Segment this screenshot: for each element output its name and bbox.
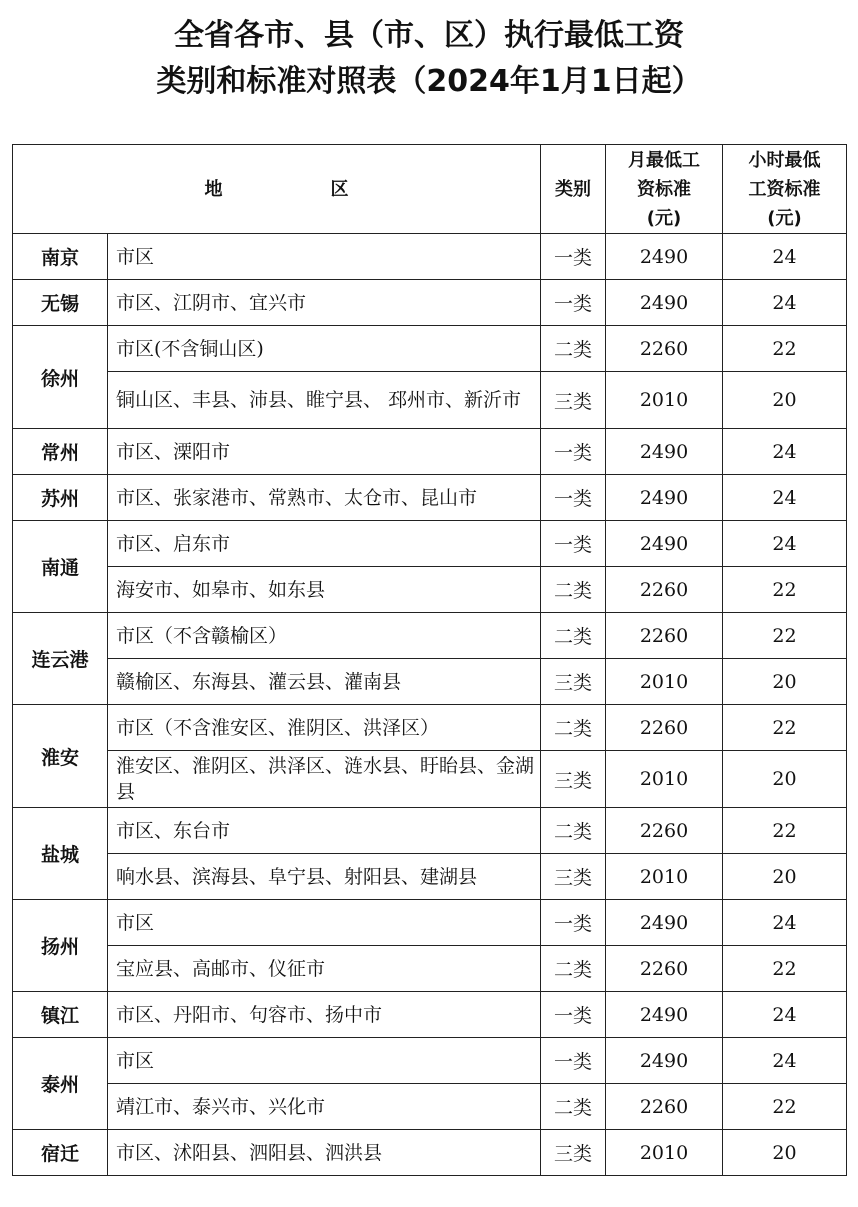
table-row (13, 326, 847, 372)
table-row (13, 808, 847, 854)
city-cell: 盐城 (13, 808, 108, 900)
monthly-wage-cell: 2260 (606, 946, 723, 992)
header-area-part1: 地 (204, 178, 223, 200)
area-cell: 市区 (108, 900, 541, 946)
monthly-wage-cell: 2260 (606, 808, 723, 854)
category-cell: 二类 (541, 567, 606, 613)
area-cell: 响水县、滨海县、阜宁县、射阳县、建湖县 (108, 854, 541, 900)
hourly-wage-cell: 20 (723, 372, 847, 429)
category-cell: 一类 (541, 1038, 606, 1084)
hourly-wage-cell: 24 (723, 475, 847, 521)
category-cell: 一类 (541, 280, 606, 326)
monthly-wage-cell: 2010 (606, 751, 723, 808)
city-cell: 连云港 (13, 613, 108, 705)
area-cell: 市区、沭阳县、泗阳县、泗洪县 (108, 1130, 541, 1176)
monthly-wage-cell: 2490 (606, 234, 723, 280)
table-row (13, 234, 847, 280)
area-cell: 海安市、如皋市、如东县 (108, 567, 541, 613)
hourly-wage-cell: 24 (723, 234, 847, 280)
monthly-wage-cell: 2010 (606, 1130, 723, 1176)
monthly-wage-cell: 2490 (606, 429, 723, 475)
monthly-wage-cell: 2490 (606, 992, 723, 1038)
document-title-line2: 类别和标准对照表（2024年1月1日起） (156, 64, 702, 99)
table-body (13, 234, 847, 1176)
hourly-wage-cell: 24 (723, 429, 847, 475)
table-row (13, 659, 847, 705)
hourly-wage-cell: 22 (723, 1084, 847, 1130)
category-cell: 二类 (541, 808, 606, 854)
hourly-wage-cell: 22 (723, 567, 847, 613)
monthly-wage-cell: 2490 (606, 521, 723, 567)
monthly-wage-cell: 2260 (606, 705, 723, 751)
table-row (13, 751, 847, 808)
category-cell: 三类 (541, 1130, 606, 1176)
city-cell: 常州 (13, 429, 108, 475)
hourly-wage-cell: 24 (723, 521, 847, 567)
wage-standard-table (12, 144, 847, 1176)
table-row (13, 992, 847, 1038)
category-cell: 一类 (541, 900, 606, 946)
document-title-line1: 全省各市、县（市、区）执行最低工资 (174, 18, 684, 53)
header-monthly-line2: 资标准 (637, 178, 691, 200)
header-monthly-line3: (元) (646, 207, 682, 229)
city-cell: 徐州 (13, 326, 108, 429)
table-row (13, 1038, 847, 1084)
header-hourly-line2: 工资标准 (748, 178, 821, 200)
header-area-part2: 区 (330, 178, 349, 200)
header-hourly-wage (723, 145, 847, 234)
table-row (13, 475, 847, 521)
hourly-wage-cell: 20 (723, 1130, 847, 1176)
city-cell: 南通 (13, 521, 108, 613)
city-cell: 无锡 (13, 280, 108, 326)
monthly-wage-cell: 2260 (606, 613, 723, 659)
table-row (13, 1130, 847, 1176)
area-cell: 市区、东台市 (108, 808, 541, 854)
area-cell: 淮安区、淮阴区、洪泽区、涟水县、盱眙县、金湖县 (108, 751, 541, 808)
table-row (13, 854, 847, 900)
hourly-wage-cell: 22 (723, 946, 847, 992)
city-cell: 苏州 (13, 475, 108, 521)
hourly-wage-cell: 22 (723, 705, 847, 751)
category-cell: 二类 (541, 705, 606, 751)
table-row (13, 429, 847, 475)
table-row (13, 946, 847, 992)
hourly-wage-cell: 22 (723, 613, 847, 659)
monthly-wage-cell: 2010 (606, 659, 723, 705)
table-row (13, 372, 847, 429)
header-hourly-line1: 小时最低 (748, 149, 821, 171)
monthly-wage-cell: 2490 (606, 1038, 723, 1084)
area-cell: 铜山区、丰县、沛县、睢宁县、 邳州市、新沂市 (108, 372, 541, 429)
category-cell: 一类 (541, 234, 606, 280)
monthly-wage-cell: 2490 (606, 900, 723, 946)
table-header-row (13, 145, 847, 234)
city-cell: 扬州 (13, 900, 108, 992)
category-cell: 三类 (541, 659, 606, 705)
area-cell: 赣榆区、东海县、灌云县、灌南县 (108, 659, 541, 705)
area-cell: 市区、江阴市、宜兴市 (108, 280, 541, 326)
category-cell: 一类 (541, 429, 606, 475)
category-cell: 一类 (541, 521, 606, 567)
monthly-wage-cell: 2010 (606, 854, 723, 900)
category-cell: 三类 (541, 751, 606, 808)
category-cell: 二类 (541, 326, 606, 372)
category-cell: 二类 (541, 613, 606, 659)
category-cell: 一类 (541, 475, 606, 521)
hourly-wage-cell: 20 (723, 854, 847, 900)
monthly-wage-cell: 2260 (606, 1084, 723, 1130)
area-cell: 市区、张家港市、常熟市、太仓市、昆山市 (108, 475, 541, 521)
monthly-wage-cell: 2490 (606, 475, 723, 521)
area-cell: 市区（不含赣榆区） (108, 613, 541, 659)
area-cell: 靖江市、泰兴市、兴化市 (108, 1084, 541, 1130)
header-area (13, 145, 541, 234)
area-cell: 市区、丹阳市、句容市、扬中市 (108, 992, 541, 1038)
hourly-wage-cell: 20 (723, 659, 847, 705)
hourly-wage-cell: 24 (723, 900, 847, 946)
city-cell: 泰州 (13, 1038, 108, 1130)
monthly-wage-cell: 2260 (606, 326, 723, 372)
hourly-wage-cell: 20 (723, 751, 847, 808)
category-cell: 一类 (541, 992, 606, 1038)
area-cell: 市区（不含淮安区、淮阴区、洪泽区） (108, 705, 541, 751)
area-cell: 市区(不含铜山区) (108, 326, 541, 372)
area-cell: 市区 (108, 234, 541, 280)
hourly-wage-cell: 24 (723, 1038, 847, 1084)
area-cell: 市区、启东市 (108, 521, 541, 567)
city-cell: 宿迁 (13, 1130, 108, 1176)
monthly-wage-cell: 2010 (606, 372, 723, 429)
table-row (13, 521, 847, 567)
table-row (13, 613, 847, 659)
category-cell: 二类 (541, 1084, 606, 1130)
table-row (13, 280, 847, 326)
hourly-wage-cell: 24 (723, 280, 847, 326)
hourly-wage-cell: 22 (723, 808, 847, 854)
header-category: 类别 (541, 145, 606, 234)
area-cell: 市区、溧阳市 (108, 429, 541, 475)
header-hourly-line3: (元) (767, 207, 802, 229)
area-cell: 宝应县、高邮市、仪征市 (108, 946, 541, 992)
hourly-wage-cell: 22 (723, 326, 847, 372)
table-row (13, 900, 847, 946)
category-cell: 二类 (541, 946, 606, 992)
area-cell: 市区 (108, 1038, 541, 1084)
city-cell: 镇江 (13, 992, 108, 1038)
city-cell: 淮安 (13, 705, 108, 808)
category-cell: 三类 (541, 854, 606, 900)
table-row (13, 567, 847, 613)
city-cell: 南京 (13, 234, 108, 280)
monthly-wage-cell: 2490 (606, 280, 723, 326)
category-cell: 三类 (541, 372, 606, 429)
monthly-wage-cell: 2260 (606, 567, 723, 613)
hourly-wage-cell: 24 (723, 992, 847, 1038)
table-row (13, 1084, 847, 1130)
header-monthly-line1: 月最低工 (628, 149, 700, 171)
table-row (13, 705, 847, 751)
header-monthly-wage (606, 145, 723, 234)
